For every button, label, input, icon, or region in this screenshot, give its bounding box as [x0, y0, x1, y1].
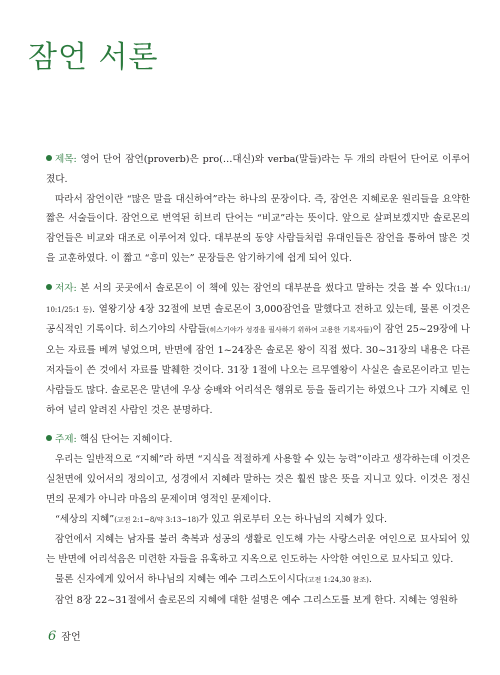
section-text: 영어 단어 잠언(proverb)은 pro(…대신)와 verba(말들)라는 두 개의 라틴어 단어로 이루어졌다.: [46, 154, 470, 185]
paragraph: 잠언 8장 22~31절에서 솔로몬의 지혜에 대한 설명은 예수 그리스도를 보게 한다. 지혜는 영원하: [55, 594, 458, 606]
section-text: 핵심 단어는 지혜이다.: [76, 434, 173, 446]
section-label-theme: 주제:: [55, 434, 77, 446]
paragraph: 따라서 잠언이란 “많은 말을 대신하여”라는 하나의 문장이다. 즉, 잠언은 지혜로운 원리들을 요약한 짧은 서술들이다. 잠언으로 번역된 히브리 단어는 “비교”라는 뜻이다. 앞으로 살펴보겠지만 솔로몬의 잠언들은 비교와 대조로 이루어져 있다. 대부분의 동양 사람들처럼 유대인들은 잠언을 통하여 많은 것을 교훈하였다. 이 짧고 “흥미 있는” 문장들은 암기하기에 쉽게 되어 있다.: [46, 193, 470, 264]
section-text: 가 있고 위로부터 오는 하나님의 지혜가 있다.: [198, 513, 388, 525]
body-text: [46, 150, 470, 611]
page-number: 6: [48, 629, 57, 644]
bullet-icon: [46, 435, 52, 441]
paragraph: 우리는 일반적으로 “지혜”라 하면 “지식을 적절하게 사용할 수 있는 능력”이라고 생각하는데 이것은 실천면에 있어서의 정의이고, 성경에서 지혜라 말하는 것은 훨씬 많은 뜻을 지니고 있다. 이것은 정신면의 문제가 아니라 마음의 문제이며 영적인 문제이다.: [46, 454, 470, 505]
section-text: 이 잠언 25~29장에 나오는 자료를 베껴 넣었으며, 반면에 잠언 1~24장은 솔로몬 왕이 직접 썼다. 30~31장의 내용은 다른 저자들이 쓴 것에서 자료를 발췌한 것이다. 31장 1절에 나오는 르무엘왕이 사실은 솔로몬이라고 믿는 사람들도 많다. 솔로몬은 말년에 우상 숭배와 어리석은 행위로 등을 돌리기는 하였으나 그가 지혜로 인하여 널리 알려진 사람인 것은 분명하다.: [46, 324, 470, 416]
paragraph: [46, 510, 470, 531]
section-text: 본 서의 곳곳에서 솔로몬이 이 책에 있는 잠언의 대부분을 썼다고 말하는 것을 볼 수 있다: [76, 282, 454, 294]
bullet-icon: [46, 284, 52, 290]
section-author-paragraph: [46, 279, 470, 421]
section-text: . 열왕기상 4장 32절에 보면 솔로몬이 3,000잠언을 말했다고 전하고 있는데, 물론 이것은 공식적인 기록이다. 히스기야의 사람들: [46, 303, 470, 336]
section-title-paragraph: [46, 150, 470, 190]
scripture-reference: (고전 1:24,30 참조): [305, 575, 369, 584]
page-footer: [48, 628, 81, 644]
section-text: 물론 신자에게 있어서 하나님의 지혜는 예수 그리스도이시다: [55, 573, 305, 585]
section-gap: [46, 420, 470, 430]
section-label-author: 저자:: [55, 282, 77, 294]
section-theme-paragraph: [46, 430, 470, 450]
paragraph: [46, 570, 470, 591]
section-text: .: [368, 573, 372, 585]
section-gap: [46, 269, 470, 279]
page-title: 잠언 서론: [28, 40, 159, 75]
book-name: 잠언: [61, 632, 81, 643]
quoted-text: “세상의 지혜”: [55, 513, 115, 525]
scripture-reference: (1:1/ 10:1/25:1 등): [46, 284, 470, 314]
paragraph: 잠언에서 지혜는 남자를 불러 축복과 성공의 생활로 인도해 가는 사랑스러운 여인으로 묘사되어 있는 반면에 어리석음은 미련한 자들을 유혹하고 지옥으로 인도하는 사악한 여인으로 묘사되고 있다.: [46, 534, 470, 566]
scripture-reference: (고전 2:1~8/약 3:13~18): [114, 515, 199, 524]
bullet-icon: [46, 155, 52, 161]
footnote-note: (히스기야가 성경을 필사하기 위하여 고용한 기록자들): [206, 326, 373, 335]
section-label-title: 제목:: [55, 154, 77, 165]
